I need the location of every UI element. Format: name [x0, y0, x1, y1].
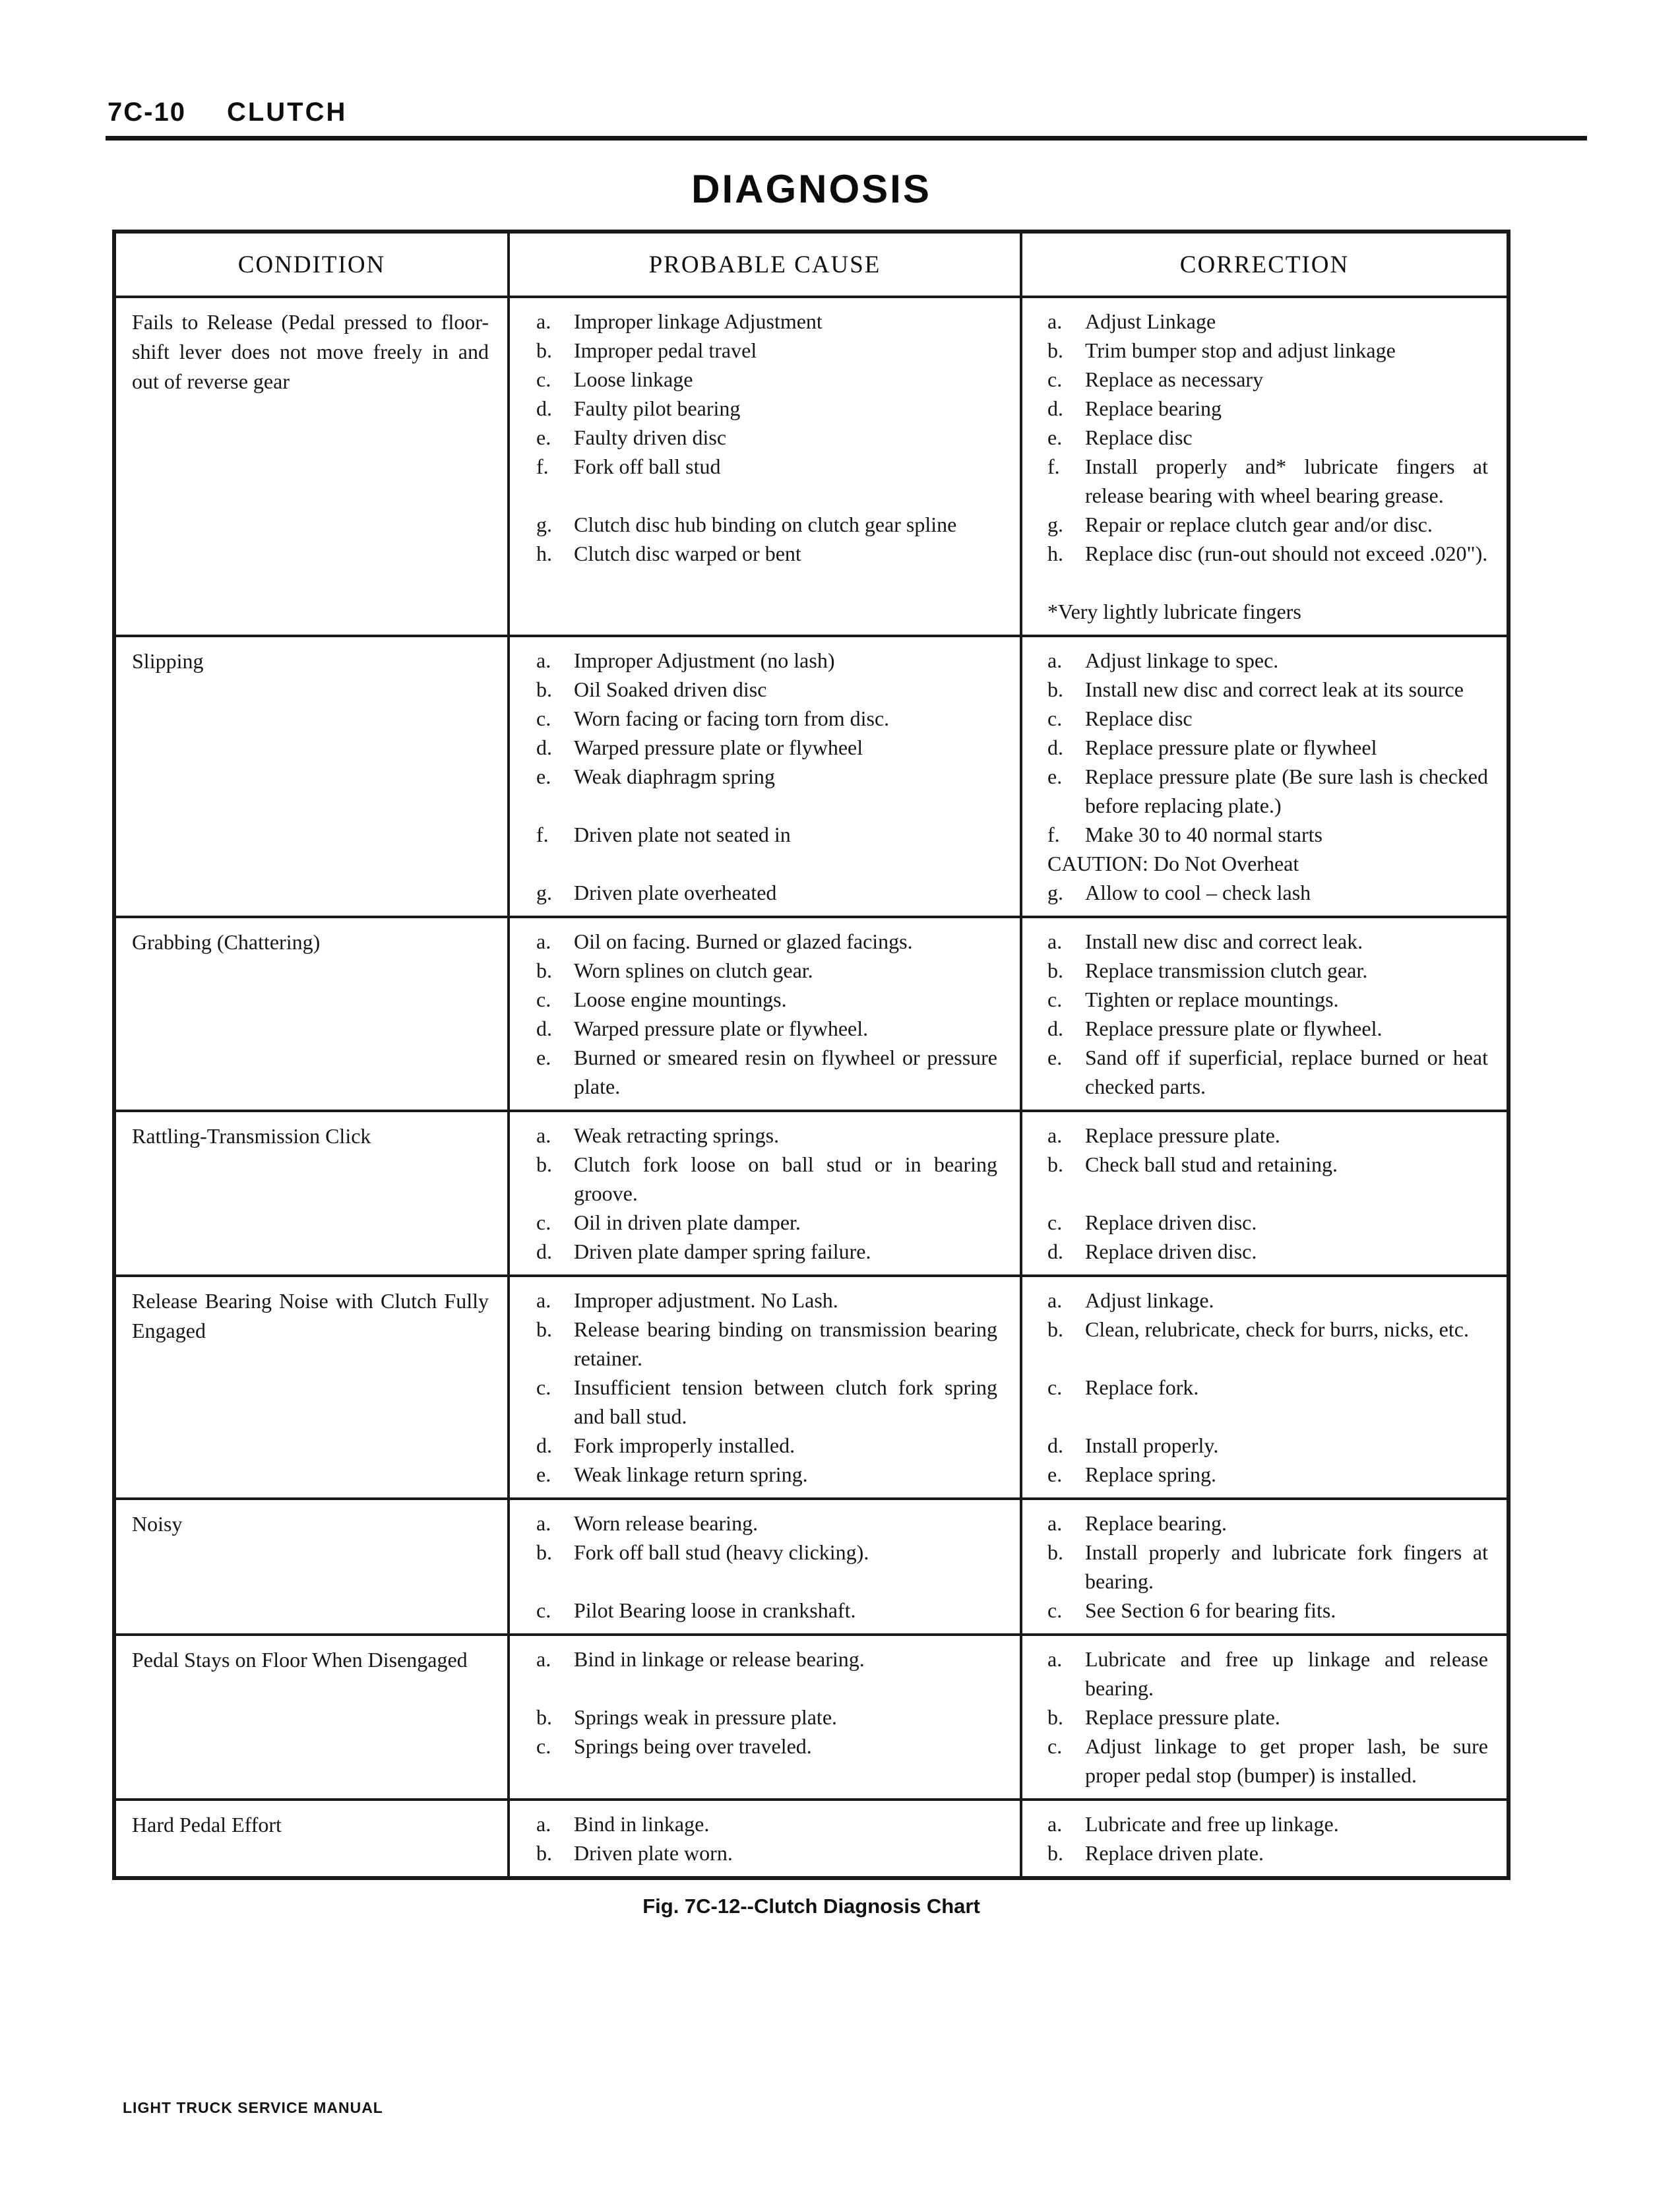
item-paragraph: e. Faulty driven disc: [536, 423, 997, 452]
item-paragraph: f. Make 30 to 40 normal starts CAUTION: Do Not Overheat: [1047, 820, 1488, 878]
cause-correction-grid: [510, 1636, 1507, 1798]
item-letter: c.: [536, 1375, 551, 1399]
correction-item: [1020, 1208, 1505, 1237]
item-paragraph: a. Improper linkage Adjustment: [536, 307, 997, 336]
item-paragraph: a. Lubricate and free up linkage and release bearing.: [1047, 1645, 1488, 1703]
item-letter: e.: [536, 1462, 551, 1486]
item-paragraph: b. Clutch fork loose on ball stud or in bearing groove.: [536, 1150, 997, 1208]
item-letter: b.: [1047, 677, 1063, 701]
cause-item: [510, 1645, 1020, 1703]
item-letter: a.: [536, 1288, 551, 1312]
item-letter: c.: [1047, 1375, 1063, 1399]
condition-text: Noisy: [132, 1512, 183, 1536]
cause-item: [510, 1286, 1020, 1315]
cause-item: [510, 1315, 1020, 1373]
cause-item: [510, 1509, 1020, 1538]
cause-item: [510, 675, 1020, 704]
figure-caption: Fig. 7C-12--Clutch Diagnosis Chart: [642, 1895, 980, 1918]
condition-cell: [116, 918, 510, 1110]
item-paragraph: a. Improper Adjustment (no lash): [536, 646, 997, 675]
item-letter: f.: [1047, 823, 1060, 846]
correction-item: [1020, 1286, 1505, 1315]
correction-item: [1020, 1596, 1505, 1625]
cause-item: [510, 1809, 1020, 1838]
correction-item: [1020, 1014, 1505, 1043]
table-row: [116, 1798, 1507, 1876]
item-letter: h.: [536, 542, 552, 565]
item-paragraph: d. Fork improperly installed.: [536, 1431, 997, 1460]
item-letter: d.: [536, 1017, 552, 1040]
correction-item: [1020, 307, 1505, 336]
item-letter: a.: [1047, 1812, 1063, 1836]
cause-item: [510, 1838, 1020, 1868]
item-letter: c.: [1047, 1734, 1063, 1758]
item-paragraph: d. Replace driven disc.: [1047, 1237, 1488, 1266]
item-letter: b.: [536, 1705, 552, 1729]
header-rule: [106, 136, 1587, 141]
cause-item: [510, 1596, 1020, 1625]
item-letter: c.: [1047, 988, 1063, 1011]
cause-item: [510, 452, 1020, 510]
item-letter: a.: [536, 648, 551, 672]
item-letter: d.: [536, 1240, 552, 1263]
cause-correction-grid: [510, 637, 1507, 916]
item-letter: d.: [536, 396, 552, 420]
item-letter: b.: [536, 958, 552, 982]
item-letter: g.: [1047, 513, 1063, 536]
diagnosis-chart: [112, 230, 1510, 1918]
cause-item: [510, 1150, 1020, 1208]
item-letter: c.: [1047, 706, 1063, 730]
item-paragraph: c. Replace driven disc.: [1047, 1208, 1488, 1237]
item-letter: b.: [536, 1841, 552, 1865]
cause-item: [510, 568, 1020, 626]
item-letter: e.: [1047, 1046, 1063, 1069]
item-letter: d.: [1047, 736, 1063, 759]
item-letter: h.: [1047, 542, 1063, 565]
item-letter: c.: [536, 367, 551, 391]
item-paragraph: a. Adjust linkage to spec.: [1047, 646, 1488, 675]
cause-item: [510, 1460, 1020, 1489]
item-letter: c.: [536, 988, 551, 1011]
item-paragraph: f. Install properly and* lubricate fingers at release bearing with wheel bearing grease.: [1047, 452, 1488, 510]
item-letter: b.: [1047, 1317, 1063, 1341]
item-letter: d.: [1047, 1240, 1063, 1263]
table-header-row: [116, 234, 1507, 296]
page-footer: LIGHT TRUCK SERVICE MANUAL: [123, 2099, 383, 2116]
item-paragraph: g. Allow to cool – check lash: [1047, 878, 1488, 907]
cause-correction-grid: [510, 1500, 1507, 1633]
correction-item: [1020, 1645, 1505, 1703]
correction-item: [1020, 762, 1505, 820]
cause-item: [510, 539, 1020, 568]
cause-item: [510, 1043, 1020, 1101]
item-paragraph: a. Lubricate and free up linkage.: [1047, 1809, 1488, 1838]
item-paragraph: c. Replace disc: [1047, 704, 1488, 733]
item-letter: b.: [1047, 338, 1063, 362]
item-paragraph: b. Improper pedal travel: [536, 336, 997, 365]
condition-text: Grabbing (Chattering): [132, 930, 321, 954]
item-letter: d.: [536, 1433, 552, 1457]
item-letter: d.: [1047, 396, 1063, 420]
condition-text: Fails to Release (Pedal pressed to floor-shift lever does not move freely in and out of reverse gear: [132, 310, 489, 393]
correction-item: [1020, 733, 1505, 762]
correction-item: [1020, 1732, 1505, 1790]
footnote-text: *Very lightly lubricate fingers: [1047, 600, 1301, 623]
correction-item: [1020, 927, 1505, 956]
item-paragraph: a. Replace pressure plate.: [1047, 1121, 1488, 1150]
column-header-condition: CONDITION: [116, 234, 510, 296]
item-letter: b.: [1047, 958, 1063, 982]
item-letter: a.: [1047, 309, 1063, 333]
correction-item: [1020, 1538, 1505, 1596]
condition-cell: [116, 1500, 510, 1633]
cause-item: [510, 878, 1020, 907]
item-paragraph: b. Install new disc and correct leak at its source: [1047, 675, 1488, 704]
item-letter: a.: [1047, 648, 1063, 672]
item-paragraph: b. Replace pressure plate.: [1047, 1703, 1488, 1732]
item-paragraph: d. Install properly.: [1047, 1431, 1488, 1460]
cause-item: [510, 365, 1020, 394]
item-paragraph: a. Replace bearing.: [1047, 1509, 1488, 1538]
cause-correction-grid: [510, 1112, 1507, 1274]
correction-item: [1020, 646, 1505, 675]
cause-item: [510, 1208, 1020, 1237]
item-letter: a.: [1047, 1647, 1063, 1671]
doc-title-wrap: [112, 166, 1510, 212]
item-paragraph: a. Weak retracting springs.: [536, 1121, 997, 1150]
item-paragraph: e. Replace spring.: [1047, 1460, 1488, 1489]
table-row: [116, 1110, 1507, 1274]
item-paragraph: a. Worn release bearing.: [536, 1509, 997, 1538]
item-letter: f.: [536, 823, 549, 846]
cause-item: [510, 956, 1020, 985]
item-letter: a.: [1047, 1511, 1063, 1535]
correction-item: [1020, 820, 1505, 878]
item-paragraph: b. Oil Soaked driven disc: [536, 675, 997, 704]
item-paragraph: d. Replace bearing: [1047, 394, 1488, 423]
item-letter: a.: [536, 1511, 551, 1535]
item-letter: a.: [1047, 929, 1063, 953]
item-paragraph: c. Pilot Bearing loose in crankshaft.: [536, 1596, 997, 1625]
condition-cell: [116, 637, 510, 916]
condition-cell: [116, 1801, 510, 1876]
correction-item: [1020, 539, 1505, 568]
page-header: [108, 98, 347, 127]
cause-correction-grid: [510, 298, 1507, 635]
item-paragraph: a. Adjust linkage.: [1047, 1286, 1488, 1315]
cause-item: [510, 646, 1020, 675]
cause-item: [510, 927, 1020, 956]
table-row: [116, 1633, 1507, 1798]
diagnosis-rows: [116, 296, 1507, 1876]
correction-item: [1020, 1121, 1505, 1150]
item-letter: a.: [536, 1812, 551, 1836]
item-letter: f.: [536, 455, 549, 478]
item-letter: e.: [536, 765, 551, 788]
correction-item: [1020, 1431, 1505, 1460]
item-paragraph: h. Replace disc (run-out should not exceed .020").: [1047, 539, 1488, 568]
correction-item: [1020, 336, 1505, 365]
item-letter: c.: [536, 706, 551, 730]
item-paragraph: c. Insufficient tension between clutch fork spring and ball stud.: [536, 1373, 997, 1431]
item-paragraph: b. Springs weak in pressure plate.: [536, 1703, 997, 1732]
correction-item: [1020, 423, 1505, 452]
item-paragraph: c. Replace as necessary: [1047, 365, 1488, 394]
caution-line: CAUTION: Do Not Overheat: [1047, 852, 1299, 875]
correction-item: [1020, 704, 1505, 733]
correction-item: [1020, 985, 1505, 1014]
correction-item: [1020, 1809, 1505, 1838]
condition-text: Slipping: [132, 649, 204, 673]
cause-item: [510, 394, 1020, 423]
item-letter: c.: [1047, 1598, 1063, 1622]
item-letter: c.: [536, 1210, 551, 1234]
item-paragraph: a. Install new disc and correct leak.: [1047, 927, 1488, 956]
correction-item: [1020, 365, 1505, 394]
cause-item: [510, 1121, 1020, 1150]
item-paragraph: b. Install properly and lubricate fork fingers at bearing.: [1047, 1538, 1488, 1596]
item-paragraph: c. Oil in driven plate damper.: [536, 1208, 997, 1237]
item-letter: e.: [1047, 1462, 1063, 1486]
item-paragraph: e. Weak linkage return spring.: [536, 1460, 997, 1489]
item-letter: g.: [536, 881, 552, 904]
cause-item: [510, 336, 1020, 365]
table-row: [116, 1497, 1507, 1633]
item-paragraph: c. Replace fork.: [1047, 1373, 1488, 1402]
table-row: [116, 916, 1507, 1110]
item-paragraph: b. Release bearing binding on transmission bearing retainer.: [536, 1315, 997, 1373]
cause-item: [510, 704, 1020, 733]
item-letter: b.: [1047, 1152, 1063, 1176]
item-letter: a.: [1047, 1123, 1063, 1147]
item-paragraph: e. Weak diaphragm spring: [536, 762, 997, 791]
correction-item: [1020, 1043, 1505, 1101]
item-paragraph: c. Adjust linkage to get proper lash, be sure proper pedal stop (bumper) is installed.: [1047, 1732, 1488, 1790]
item-paragraph: b. Replace transmission clutch gear.: [1047, 956, 1488, 985]
item-letter: e.: [536, 1046, 551, 1069]
cause-item: [510, 307, 1020, 336]
item-letter: f.: [1047, 455, 1060, 478]
item-paragraph: f. Driven plate not seated in: [536, 820, 997, 849]
item-letter: a.: [536, 929, 551, 953]
column-header-correction: CORRECTION: [1179, 251, 1350, 278]
item-paragraph: b. Driven plate worn.: [536, 1838, 997, 1868]
correction-item: [1020, 1460, 1505, 1489]
correction-item: [1020, 675, 1505, 704]
item-paragraph: a. Adjust Linkage: [1047, 307, 1488, 336]
condition-text: Pedal Stays on Floor When Disengaged: [132, 1648, 468, 1672]
cause-correction-grid: [510, 1277, 1507, 1497]
correction-item: [1020, 394, 1505, 423]
table-row: [116, 296, 1507, 635]
correction-item: [1020, 878, 1505, 907]
item-paragraph: e. Sand off if superficial, replace burned or heat checked parts.: [1047, 1043, 1488, 1101]
correction-item: [1020, 1150, 1505, 1208]
cause-item: [510, 1538, 1020, 1596]
item-paragraph: e. Replace disc: [1047, 423, 1488, 452]
cause-item: [510, 423, 1020, 452]
cause-item: [510, 762, 1020, 820]
item-letter: b.: [1047, 1841, 1063, 1865]
correction-item: [1020, 1315, 1505, 1373]
item-paragraph: c. Worn facing or facing torn from disc.: [536, 704, 997, 733]
correction-item: [1020, 956, 1505, 985]
cause-item: [510, 1431, 1020, 1460]
item-paragraph: g. Driven plate overheated: [536, 878, 997, 907]
item-paragraph: b. Trim bumper stop and adjust linkage: [1047, 336, 1488, 365]
item-letter: c.: [1047, 367, 1063, 391]
item-letter: b.: [536, 1152, 552, 1176]
section-label: 7C-10: [108, 98, 186, 127]
item-letter: b.: [1047, 1705, 1063, 1729]
condition-cell: [116, 1112, 510, 1274]
correction-item: [1020, 568, 1505, 626]
item-letter: c.: [536, 1598, 551, 1622]
item-paragraph: c. See Section 6 for bearing fits.: [1047, 1596, 1488, 1625]
item-letter: d.: [1047, 1433, 1063, 1457]
item-letter: b.: [1047, 1540, 1063, 1564]
item-letter: a.: [1047, 1288, 1063, 1312]
item-letter: b.: [536, 338, 552, 362]
cause-item: [510, 733, 1020, 762]
column-header-probable-cause: PROBABLE CAUSE: [510, 234, 1022, 296]
item-paragraph: c. Springs being over traveled.: [536, 1732, 997, 1761]
item-paragraph: g. Clutch disc hub binding on clutch gear spline: [536, 510, 997, 539]
table-row: [116, 635, 1507, 916]
item-paragraph: d. Warped pressure plate or flywheel: [536, 733, 997, 762]
cause-correction-grid: [510, 918, 1507, 1110]
page-title: DIAGNOSIS: [691, 167, 931, 211]
item-paragraph: f. Fork off ball stud: [536, 452, 997, 481]
cause-item: [510, 510, 1020, 539]
correction-item: [1020, 1509, 1505, 1538]
item-paragraph: c. Loose linkage: [536, 365, 997, 394]
correction-item: [1020, 1373, 1505, 1431]
condition-cell: [116, 1636, 510, 1798]
item-paragraph: d. Driven plate damper spring failure.: [536, 1237, 997, 1266]
correction-item: [1020, 1838, 1505, 1868]
correction-item: [1020, 510, 1505, 539]
item-letter: d.: [1047, 1017, 1063, 1040]
item-paragraph: h. Clutch disc warped or bent: [536, 539, 997, 568]
condition-text: Rattling-Transmission Click: [132, 1124, 371, 1148]
item-letter: e.: [1047, 765, 1063, 788]
table-row: [116, 1274, 1507, 1497]
cause-item: [510, 1732, 1020, 1790]
cause-correction-grid: [510, 1801, 1507, 1876]
item-paragraph: e. Burned or smeared resin on flywheel or pressure plate.: [536, 1043, 997, 1101]
item-paragraph: b. Replace driven plate.: [1047, 1838, 1488, 1868]
item-paragraph: b. Clean, relubricate, check for burrs, nicks, etc.: [1047, 1315, 1488, 1344]
item-paragraph: g. Repair or replace clutch gear and/or disc.: [1047, 510, 1488, 539]
item-paragraph: a. Improper adjustment. No Lash.: [536, 1286, 997, 1315]
cause-item: [510, 985, 1020, 1014]
item-letter: d.: [536, 736, 552, 759]
correction-item: [1020, 1703, 1505, 1732]
item-paragraph: b. Worn splines on clutch gear.: [536, 956, 997, 985]
condition-cell: [116, 298, 510, 635]
item-letter: b.: [536, 1540, 552, 1564]
item-letter: c.: [536, 1734, 551, 1758]
item-paragraph: b. Fork off ball stud (heavy clicking).: [536, 1538, 997, 1567]
item-letter: b.: [536, 677, 552, 701]
item-paragraph: e. Replace pressure plate (Be sure lash is checked before replacing plate.): [1047, 762, 1488, 820]
item-letter: a.: [536, 309, 551, 333]
cause-item: [510, 820, 1020, 878]
condition-text: Release Bearing Noise with Clutch Fully Engaged: [132, 1289, 489, 1342]
item-paragraph: a. Bind in linkage.: [536, 1809, 997, 1838]
item-paragraph: c. Tighten or replace mountings.: [1047, 985, 1488, 1014]
item-paragraph: d. Replace pressure plate or flywheel.: [1047, 1014, 1488, 1043]
diagnosis-table: [112, 230, 1510, 1880]
correction-item: [1020, 1237, 1505, 1266]
item-paragraph: a. Bind in linkage or release bearing.: [536, 1645, 997, 1674]
item-paragraph: a. Oil on facing. Burned or glazed facings.: [536, 927, 997, 956]
item-paragraph: c. Loose engine mountings.: [536, 985, 997, 1014]
item-paragraph: b. Check ball stud and retaining.: [1047, 1150, 1488, 1179]
item-letter: c.: [1047, 1210, 1063, 1234]
item-letter: b.: [536, 1317, 552, 1341]
correction-item: [1020, 452, 1505, 510]
condition-text: Hard Pedal Effort: [132, 1813, 282, 1837]
cause-item: [510, 1014, 1020, 1043]
item-paragraph: d. Faulty pilot bearing: [536, 394, 997, 423]
cause-item: [510, 1703, 1020, 1732]
cause-item: [510, 1373, 1020, 1431]
item-paragraph: d. Replace pressure plate or flywheel: [1047, 733, 1488, 762]
item-letter: g.: [1047, 881, 1063, 904]
item-letter: e.: [536, 425, 551, 449]
condition-cell: [116, 1277, 510, 1497]
section-title: CLUTCH: [226, 98, 348, 127]
item-letter: g.: [536, 513, 552, 536]
item-paragraph: d. Warped pressure plate or flywheel.: [536, 1014, 997, 1043]
item-letter: a.: [536, 1123, 551, 1147]
cause-item: [510, 1237, 1020, 1266]
item-letter: e.: [1047, 425, 1063, 449]
item-letter: a.: [536, 1647, 551, 1671]
